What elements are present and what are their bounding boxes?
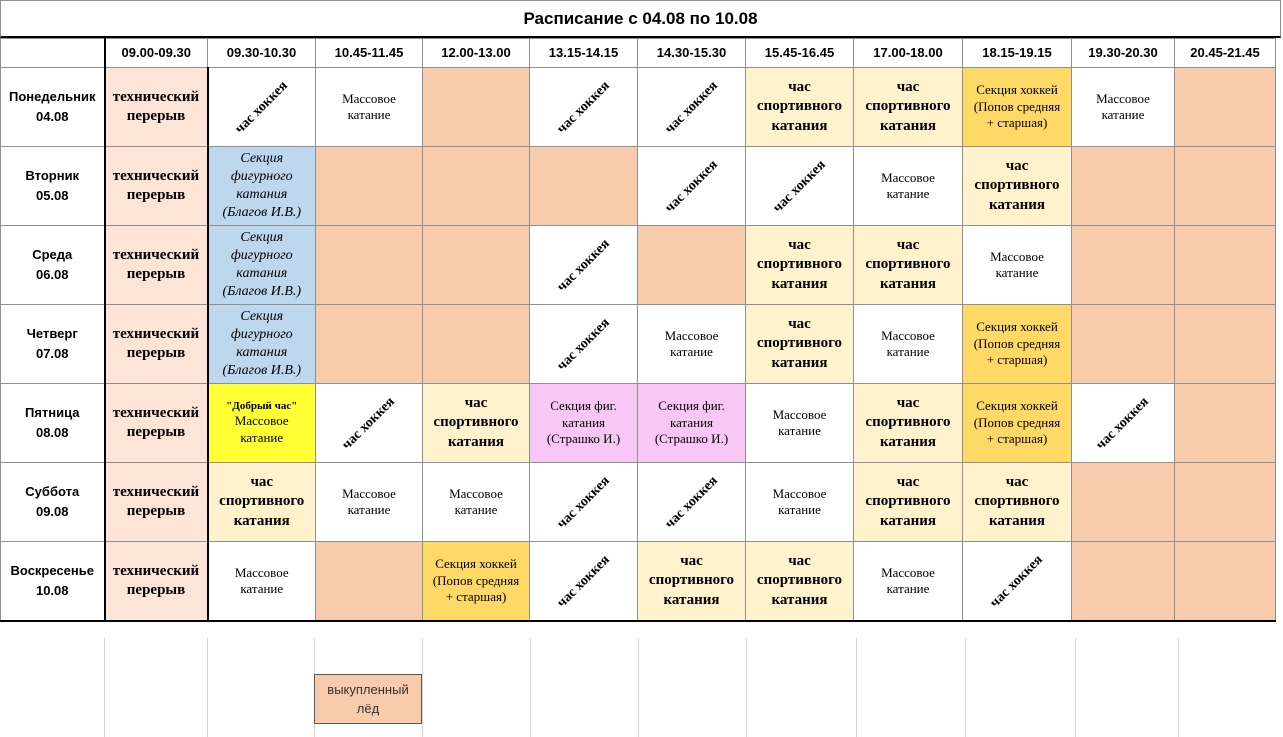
booked-ice-cell (638, 226, 746, 305)
time-slot-header: 14.30-15.30 (638, 39, 746, 68)
hockey-hour-cell: час хоккея (638, 147, 746, 226)
tech-break-cell: технический перерыв (105, 305, 208, 384)
booked-ice-cell (423, 147, 530, 226)
tech-break-cell: технический перерыв (105, 463, 208, 542)
figure-section-cell: Секция фигурного катания (Благов И.В.) (208, 226, 316, 305)
public-skating-cell: Массовое катание (316, 68, 423, 147)
time-slot-header: 09.30-10.30 (208, 39, 316, 68)
booked-ice-cell (1175, 226, 1276, 305)
booked-ice-cell (423, 305, 530, 384)
sport-skating-cell: час спортивного катания (746, 226, 854, 305)
public-skating-cell: Массовое катание (1072, 68, 1175, 147)
schedule-table (0, 38, 1276, 622)
booked-ice-cell (316, 542, 423, 622)
day-header: Понедельник 04.08 (1, 68, 105, 147)
day-header: Воскресенье 10.08 (1, 542, 105, 622)
time-slot-header: 12.00-13.00 (423, 39, 530, 68)
hockey-hour-cell: час хоккея (638, 68, 746, 147)
booked-ice-cell (1072, 147, 1175, 226)
booked-ice-cell (1175, 542, 1276, 622)
public-skating-cell: Массовое катание (316, 463, 423, 542)
time-slot-header: 10.45-11.45 (316, 39, 423, 68)
time-slot-header: 20.45-21.45 (1175, 39, 1276, 68)
booked-ice-cell (1072, 305, 1175, 384)
booked-ice-cell (530, 147, 638, 226)
day-header: Среда 06.08 (1, 226, 105, 305)
public-skating-cell: Массовое катание (423, 463, 530, 542)
public-skating-cell: Массовое катание (854, 542, 963, 622)
kind-hour-cell: "Добрый час" Массовое катание (208, 384, 316, 463)
hockey-hour-cell: час хоккея (530, 542, 638, 622)
table-row (1, 147, 1276, 226)
figure-short-cell: Секция фиг. катания (Страшко И.) (530, 384, 638, 463)
time-slot-header: 13.15-14.15 (530, 39, 638, 68)
tech-break-cell: технический перерыв (105, 226, 208, 305)
booked-ice-cell (1072, 226, 1175, 305)
sport-skating-cell: час спортивного катания (746, 68, 854, 147)
time-slot-header: 17.00-18.00 (854, 39, 963, 68)
hockey-hour-cell: час хоккея (1072, 384, 1175, 463)
sport-skating-cell: час спортивного катания (854, 463, 963, 542)
sport-skating-cell: час спортивного катания (854, 384, 963, 463)
booked-ice-cell (316, 147, 423, 226)
day-header: Суббота 09.08 (1, 463, 105, 542)
booked-ice-cell (1175, 147, 1276, 226)
hockey-hour-cell: час хоккея (530, 463, 638, 542)
corner-cell (1, 39, 105, 68)
hockey-section-cell: Секция хоккей (Попов средняя + старшая) (963, 68, 1072, 147)
public-skating-cell: Массовое катание (854, 147, 963, 226)
table-row (1, 68, 1276, 147)
booked-ice-cell (1175, 68, 1276, 147)
hockey-hour-cell: час хоккея (530, 305, 638, 384)
hockey-hour-cell: час хоккея (530, 68, 638, 147)
table-row (1, 226, 1276, 305)
booked-ice-cell (1175, 305, 1276, 384)
header-row (1, 39, 1276, 68)
booked-ice-cell (316, 226, 423, 305)
public-skating-cell: Массовое катание (638, 305, 746, 384)
day-header: Четверг 07.08 (1, 305, 105, 384)
sport-skating-cell: час спортивного катания (963, 463, 1072, 542)
schedule-title: Расписание с 04.08 по 10.08 (0, 0, 1281, 38)
sport-skating-cell: час спортивного катания (963, 147, 1072, 226)
sport-skating-cell: час спортивного катания (746, 542, 854, 622)
sport-skating-cell: час спортивного катания (208, 463, 316, 542)
tech-break-cell: технический перерыв (105, 542, 208, 622)
hockey-hour-cell: час хоккея (746, 147, 854, 226)
time-slot-header: 19.30-20.30 (1072, 39, 1175, 68)
legend-box (314, 674, 422, 724)
tech-break-cell: технический перерыв (105, 68, 208, 147)
sport-skating-cell: час спортивного катания (638, 542, 746, 622)
sport-skating-cell: час спортивного катания (854, 68, 963, 147)
table-row (1, 542, 1276, 622)
sport-skating-cell: час спортивного катания (423, 384, 530, 463)
time-slot-header: 09.00-09.30 (105, 39, 208, 68)
hockey-hour-cell: час хоккея (963, 542, 1072, 622)
day-header: Вторник 05.08 (1, 147, 105, 226)
booked-ice-cell (316, 305, 423, 384)
tech-break-cell: технический перерыв (105, 384, 208, 463)
booked-ice-cell (1175, 463, 1276, 542)
time-slot-header: 18.15-19.15 (963, 39, 1072, 68)
hockey-section-cell: Секция хоккей (Попов средняя + старшая) (423, 542, 530, 622)
legend-label: выкупленный лёд (327, 681, 409, 716)
tech-break-cell: технический перерыв (105, 147, 208, 226)
public-skating-cell: Массовое катание (746, 463, 854, 542)
table-row (1, 384, 1276, 463)
table-row (1, 463, 1276, 542)
public-skating-cell: Массовое катание (854, 305, 963, 384)
booked-ice-cell (423, 226, 530, 305)
hockey-section-cell: Секция хоккей (Попов средняя + старшая) (963, 305, 1072, 384)
table-row (1, 305, 1276, 384)
figure-section-cell: Секция фигурного катания (Благов И.В.) (208, 305, 316, 384)
booked-ice-cell (1175, 384, 1276, 463)
hockey-hour-cell: час хоккея (208, 68, 316, 147)
figure-short-cell: Секция фиг. катания (Страшко И.) (638, 384, 746, 463)
hockey-hour-cell: час хоккея (530, 226, 638, 305)
public-skating-cell: Массовое катание (208, 542, 316, 622)
day-header: Пятница 08.08 (1, 384, 105, 463)
public-skating-cell: Массовое катание (963, 226, 1072, 305)
booked-ice-cell (1072, 463, 1175, 542)
booked-ice-cell (1072, 542, 1175, 622)
sport-skating-cell: час спортивного катания (854, 226, 963, 305)
sport-skating-cell: час спортивного катания (746, 305, 854, 384)
figure-section-cell: Секция фигурного катания (Благов И.В.) (208, 147, 316, 226)
booked-ice-cell (423, 68, 530, 147)
hockey-section-cell: Секция хоккей (Попов средняя + старшая) (963, 384, 1072, 463)
time-slot-header: 15.45-16.45 (746, 39, 854, 68)
hockey-hour-cell: час хоккея (638, 463, 746, 542)
hockey-hour-cell: час хоккея (316, 384, 423, 463)
public-skating-cell: Массовое катание (746, 384, 854, 463)
